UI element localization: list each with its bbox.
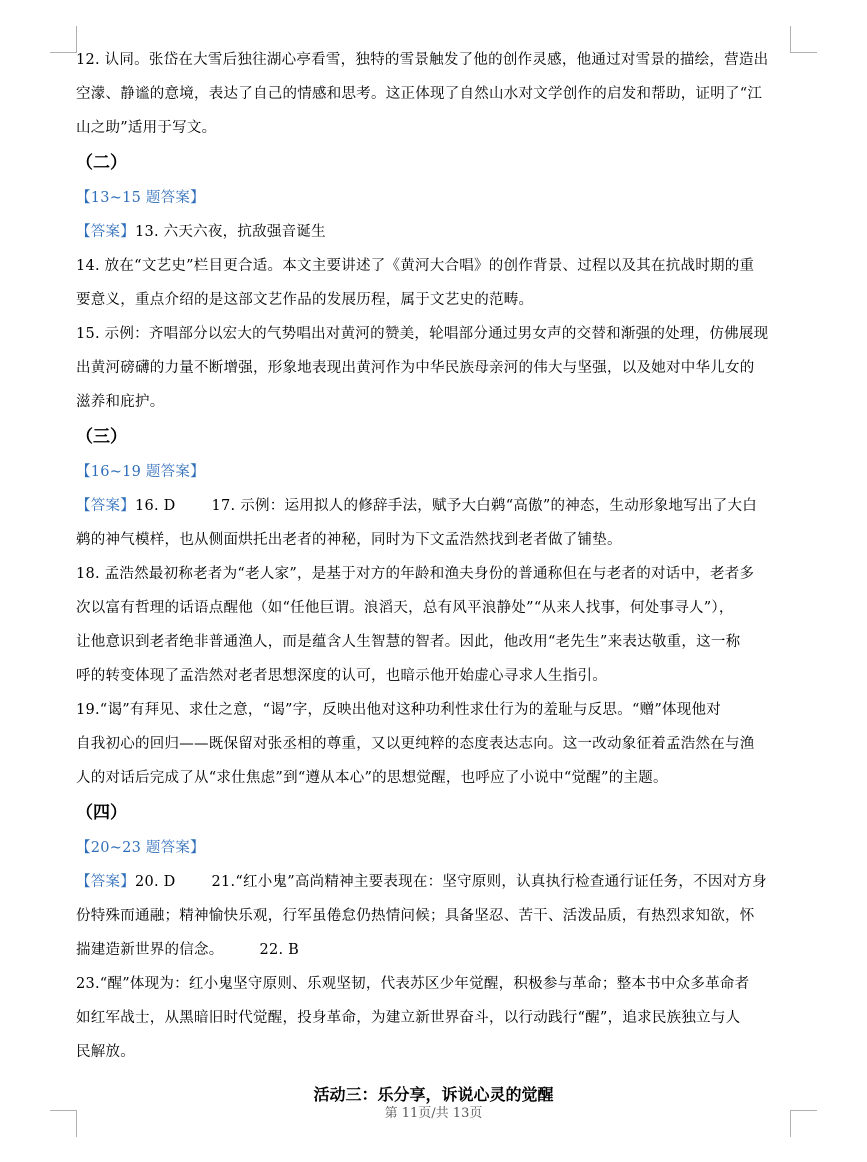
crop-mark-top-left — [50, 26, 77, 53]
text-line: 空濛、静谧的意境，表达了自己的情感和思考。这正体现了自然山水对文学创作的启发和帮助，证明了“江 — [76, 86, 763, 102]
answer-q13 — [76, 222, 792, 242]
text-line: 要意义，重点介绍的是这部文艺作品的发展历程，属于文艺史的范畴。 — [76, 292, 534, 308]
page-footer: 第 11页/共 13页 — [384, 1106, 483, 1121]
answer-q17: 17. 示例：运用拟人的修辞手法，赋予大白鹈“高傲”的神态，生动形象地写出了大白 — [211, 498, 758, 514]
text-line: 14. 放在“文艺史”栏目更合适。本文主要讲述了《黄河大合唱》的创作背景、过程以及其在抗战时期的重 — [76, 258, 755, 274]
answer-tag: 【答案】 — [76, 224, 135, 240]
text-line: 人的对话后完成了从“求仕焦虑”到“遵从本心”的思想觉醒，也呼应了小说中“觉醒”的主题。 — [76, 770, 668, 786]
text-line: 12. 认同。张岱在大雪后独往湖心亭看雪，独特的雪景触发了他的创作灵感，他通过对雪景的描绘，营造出 — [76, 52, 769, 68]
text-line: 18. 孟浩然最初称老者为“老人家”，是基于对方的年龄和渔夫身份的普通称但在与老者的对话中，老者多 — [76, 566, 755, 582]
text-line: 次以富有哲理的话语点醒他（如“任他巨谓。浪滔天，总有风平浪静处”“从来人找事，何处事寻人”）， — [76, 600, 734, 616]
answer-q23 — [76, 974, 792, 1062]
answer-q12 — [76, 50, 792, 138]
text-line: 滋养和庇护。 — [76, 394, 165, 410]
answer-q19 — [76, 700, 792, 788]
answer-q21-end: 揣建造新世界的信念。 — [76, 942, 224, 958]
section-heading-2: （二） — [76, 153, 127, 173]
answer-q15 — [76, 324, 792, 412]
answer-q20-q22 — [76, 872, 792, 960]
answer-tag: 【答案】 — [76, 874, 135, 890]
answer-range-20-23: 【20~23 题答案】 — [76, 840, 205, 856]
answer-text: 13. 六天六夜，抗敌强音诞生 — [135, 224, 326, 240]
answer-q22: 22. B — [259, 942, 300, 958]
text-line: 民解放。 — [76, 1044, 135, 1060]
text-line: 15. 示例：齐唱部分以宏大的气势唱出对黄河的赞美，轮唱部分通过男女声的交替和渐强的处理，仿佛展现 — [76, 326, 769, 342]
text-line: 让他意识到老者绝非普通渔人，而是蕴含人生智慧的智者。因此，他改用“老先生”来表达敬重，这一称 — [76, 634, 741, 650]
text-line: 23.“醒”体现为：红小鬼坚守原则、乐观坚韧，代表苏区少年觉醒，积极参与革命；整本书中众多革命者 — [76, 976, 750, 992]
answer-q16: 16. D — [135, 498, 176, 514]
answer-q18 — [76, 564, 792, 686]
answer-q14 — [76, 256, 792, 310]
answer-q21: 21.“红小鬼”高尚精神主要表现在：坚守原则，认真执行检查通行证任务，不因对方身 — [211, 874, 767, 890]
answer-range-16-19: 【16~19 题答案】 — [76, 464, 205, 480]
text-line: 自我初心的回归——既保留对张丞相的尊重，又以更纯粹的态度表达志向。这一改动象征着孟浩然在与渔 — [76, 736, 755, 752]
text-line: 山之助”适用于写文。 — [76, 120, 217, 136]
section-heading-4: （四） — [76, 803, 127, 823]
section-heading-3: （三） — [76, 427, 127, 447]
crop-mark-top-right — [790, 26, 817, 53]
activity-title: 活动三：乐分享，诉说心灵的觉醒 — [313, 1085, 554, 1104]
page-content — [76, 50, 792, 1076]
text-line: 19.“谒”有拜见、求仕之意，“谒”字，反映出他对这种功利性求仕行为的羞耻与反思。“赠”体现他对 — [76, 702, 722, 718]
text-line: 出黄河磅礴的力量不断增强，形象地表现出黄河作为中华民族母亲河的伟大与坚强，以及她对中华儿女的 — [76, 360, 755, 376]
answer-range-13-15: 【13~15 题答案】 — [76, 190, 205, 206]
text-line: 鹈的神气模样，也从侧面烘托出老者的神秘，同时为下文孟浩然找到老者做了铺垫。 — [76, 532, 622, 548]
answer-tag: 【答案】 — [76, 498, 135, 514]
answer-q20: 20. D — [135, 874, 176, 890]
text-line — [76, 496, 792, 516]
answer-q16-q17 — [76, 496, 792, 550]
text-line: 呼的转变体现了孟浩然对老者思想深度的认可，也暗示他开始虚心寻求人生指引。 — [76, 668, 607, 684]
text-line: 份特殊而通融；精神愉快乐观，行军虽倦怠仍热情问候；具备坚忍、苦干、活泼品质，有热烈求知欲，怀 — [76, 908, 755, 924]
text-line: 如红军战士，从黑暗旧时代觉醒，投身革命，为建立新世界奋斗，以行动践行“醒”，追求民族独立与人 — [76, 1010, 741, 1026]
text-line — [76, 940, 792, 960]
text-line — [76, 872, 792, 892]
